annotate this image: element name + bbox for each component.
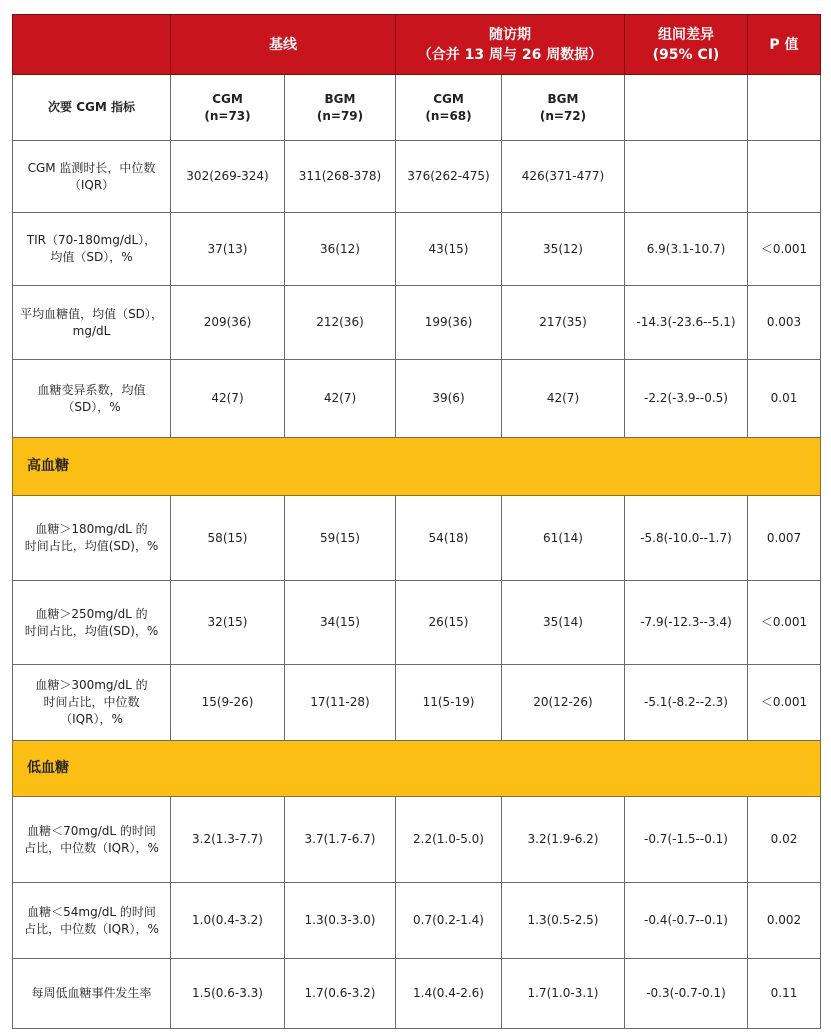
cell-cgm-followup: 0.7(0.2-1.4) (396, 883, 502, 959)
cell-cgm-baseline: 42(7) (171, 360, 285, 438)
cell-cgm-baseline: 58(15) (171, 496, 285, 581)
table-row (13, 496, 821, 581)
cell-bgm-followup: 42(7) (502, 360, 625, 438)
cell-bgm-baseline: 212(36) (285, 286, 396, 360)
subheader-empty-p (748, 75, 821, 141)
cell-group-difference: -0.7(-1.5--0.1) (625, 797, 748, 883)
row-label: 每周低血糖事件发生率 (13, 959, 171, 1029)
cell-bgm-followup: 35(14) (502, 581, 625, 665)
cell-group-difference: 6.9(3.1-10.7) (625, 213, 748, 286)
cell-cgm-baseline: 15(9-26) (171, 665, 285, 741)
cell-group-difference: -0.4(-0.7--0.1) (625, 883, 748, 959)
cell-bgm-baseline: 3.7(1.7-6.7) (285, 797, 396, 883)
table-row (13, 581, 821, 665)
cell-group-difference: -5.8(-10.0--1.7) (625, 496, 748, 581)
cell-p-value: 0.11 (748, 959, 821, 1029)
section-header-hyperglycemia (13, 438, 821, 496)
cell-cgm-baseline: 1.0(0.4-3.2) (171, 883, 285, 959)
cell-group-difference: -7.9(-12.3--3.4) (625, 581, 748, 665)
cell-p-value: 0.007 (748, 496, 821, 581)
table-row (13, 665, 821, 741)
table-row (13, 286, 821, 360)
cell-bgm-followup: 1.7(1.0-3.1) (502, 959, 625, 1029)
cell-group-difference: -0.3(-0.7-0.1) (625, 959, 748, 1029)
cell-group-difference (625, 141, 748, 213)
subheader-bgm-followup: BGM (n=72) (502, 75, 625, 141)
cell-bgm-baseline: 36(12) (285, 213, 396, 286)
table-row (13, 360, 821, 438)
cell-p-value: ＜0.001 (748, 665, 821, 741)
cell-bgm-followup: 35(12) (502, 213, 625, 286)
cell-p-value (748, 141, 821, 213)
cgm-outcomes-table (12, 14, 821, 1029)
subheader-metric: 次要 CGM 指标 (13, 75, 171, 141)
cell-bgm-followup: 3.2(1.9-6.2) (502, 797, 625, 883)
cell-cgm-followup: 11(5-19) (396, 665, 502, 741)
cell-p-value: ＜0.001 (748, 213, 821, 286)
cell-bgm-baseline: 42(7) (285, 360, 396, 438)
row-label: 平均血糖值，均值（SD）， mg/dL (13, 286, 171, 360)
table-row (13, 797, 821, 883)
section-title: 低血糖 (13, 741, 821, 797)
header-group-difference: 组间差异 (95% CI) (625, 15, 748, 75)
cell-cgm-followup: 26(15) (396, 581, 502, 665)
header-empty-cell (13, 15, 171, 75)
table-row (13, 959, 821, 1029)
cell-bgm-followup: 426(371-477) (502, 141, 625, 213)
cell-bgm-followup: 20(12-26) (502, 665, 625, 741)
header-followup: 随访期 （合并 13 周与 26 周数据） (396, 15, 625, 75)
cell-bgm-followup: 61(14) (502, 496, 625, 581)
table-row (13, 141, 821, 213)
cell-cgm-followup: 376(262-475) (396, 141, 502, 213)
row-label: 血糖＜70mg/dL 的时间 占比，中位数（IQR），% (13, 797, 171, 883)
table-row (13, 883, 821, 959)
subheader-row (13, 75, 821, 141)
cell-group-difference: -5.1(-8.2--2.3) (625, 665, 748, 741)
row-label: 血糖＞300mg/dL 的 时间占比，中位数 （IQR），% (13, 665, 171, 741)
table-row (13, 213, 821, 286)
subheader-empty-diff (625, 75, 748, 141)
cell-cgm-followup: 43(15) (396, 213, 502, 286)
row-label: 血糖＞180mg/dL 的 时间占比，均值(SD)，% (13, 496, 171, 581)
cell-bgm-followup: 1.3(0.5-2.5) (502, 883, 625, 959)
cell-p-value: 0.01 (748, 360, 821, 438)
cell-bgm-baseline: 311(268-378) (285, 141, 396, 213)
cell-p-value: 0.003 (748, 286, 821, 360)
cell-cgm-followup: 1.4(0.4-2.6) (396, 959, 502, 1029)
cell-bgm-baseline: 1.7(0.6-3.2) (285, 959, 396, 1029)
row-label: 血糖变异系数，均值 （SD），% (13, 360, 171, 438)
cell-bgm-baseline: 34(15) (285, 581, 396, 665)
cell-cgm-baseline: 3.2(1.3-7.7) (171, 797, 285, 883)
cell-p-value: 0.002 (748, 883, 821, 959)
header-row (13, 15, 821, 75)
cell-group-difference: -2.2(-3.9--0.5) (625, 360, 748, 438)
cell-cgm-baseline: 1.5(0.6-3.3) (171, 959, 285, 1029)
cell-bgm-followup: 217(35) (502, 286, 625, 360)
cell-bgm-baseline: 59(15) (285, 496, 396, 581)
cell-cgm-followup: 199(36) (396, 286, 502, 360)
cell-bgm-baseline: 17(11-28) (285, 665, 396, 741)
row-label: 血糖＞250mg/dL 的 时间占比，均值(SD)，% (13, 581, 171, 665)
section-header-hypoglycemia (13, 741, 821, 797)
subheader-cgm-followup: CGM (n=68) (396, 75, 502, 141)
section-title: 高血糖 (13, 438, 821, 496)
cell-cgm-followup: 2.2(1.0-5.0) (396, 797, 502, 883)
row-label: TIR（70-180mg/dL）， 均值（SD），% (13, 213, 171, 286)
cell-bgm-baseline: 1.3(0.3-3.0) (285, 883, 396, 959)
cell-cgm-followup: 54(18) (396, 496, 502, 581)
subheader-cgm-baseline: CGM (n=73) (171, 75, 285, 141)
cell-cgm-baseline: 37(13) (171, 213, 285, 286)
cell-cgm-followup: 39(6) (396, 360, 502, 438)
cell-cgm-baseline: 32(15) (171, 581, 285, 665)
cell-p-value: 0.02 (748, 797, 821, 883)
header-p-value: P 值 (748, 15, 821, 75)
cell-cgm-baseline: 209(36) (171, 286, 285, 360)
row-label: 血糖＜54mg/dL 的时间 占比，中位数（IQR），% (13, 883, 171, 959)
cell-cgm-baseline: 302(269-324) (171, 141, 285, 213)
subheader-bgm-baseline: BGM (n=79) (285, 75, 396, 141)
cell-p-value: ＜0.001 (748, 581, 821, 665)
cell-group-difference: -14.3(-23.6--5.1) (625, 286, 748, 360)
header-baseline: 基线 (171, 15, 396, 75)
row-label: CGM 监测时长，中位数 （IQR） (13, 141, 171, 213)
